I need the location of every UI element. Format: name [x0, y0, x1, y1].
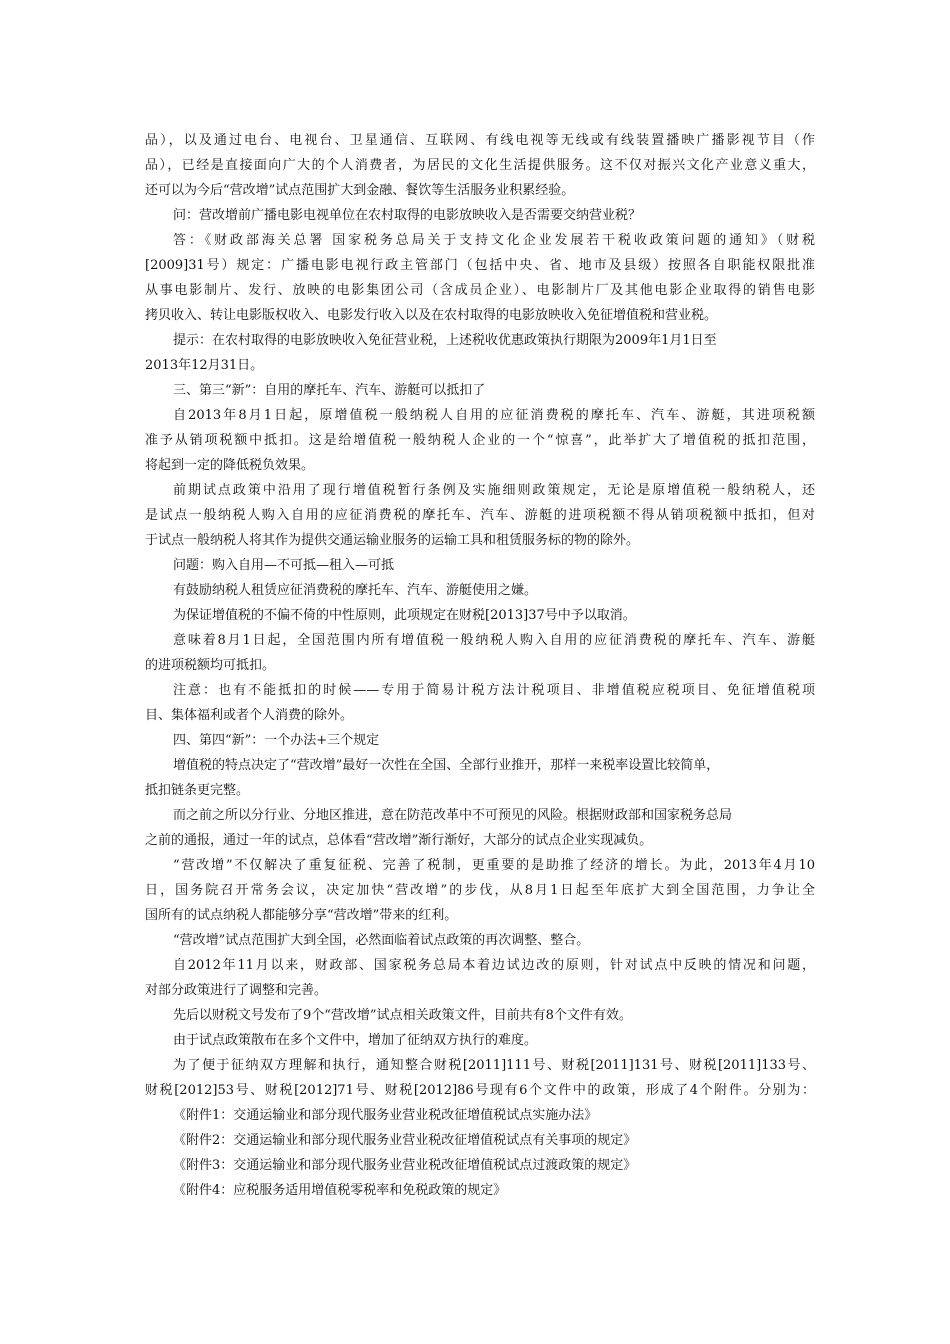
attachment-item: 《附件3：交通运输业和部分现代服务业营业税改征增值税试点过渡政策的规定》 — [173, 1158, 637, 1173]
note-line: 注意：也有不能抵扣的时候——专用于简易计税方法计税项目、非增值税应税项目、免征增值税项 — [173, 683, 815, 698]
text-line: 自2012年11月以来，财政部、国家税务总局本着边试边改的原则，针对试点中反映的情况和问题， — [173, 958, 815, 973]
text-line: 对部分政策进行了调整和完善。 — [145, 983, 328, 998]
text-line: 财税[2012]53号、财税[2012]71号、财税[2012]86号现有6个文件中的政策，形成了4个附件。分别为： — [145, 1083, 815, 1098]
text-line: 问题：购入自用—不可抵—租入—可抵 — [173, 558, 395, 573]
text-line: 目、集体福利或者个人消费的除外。 — [145, 708, 354, 723]
text-line: 而之前之所以分行业、分地区推进，意在防范改革中不可预见的风险。根据财政部和国家税务总局 — [173, 808, 733, 823]
text-line: 于试点一般纳税人将其作为提供交通运输业服务的运输工具和租赁服务标的物的除外。 — [145, 533, 640, 548]
section-heading: 四、第四“新”：一个办法+三个规定 — [173, 733, 380, 748]
text-line: 之前的通报，通过一年的试点，总体看“营改增”渐行渐好，大部分的试点企业实现减负。 — [145, 833, 653, 848]
text-line: 意味着8月1日起，全国范围内所有增值税一般纳税人购入自用的应征消费税的摩托车、汽车、游艇 — [173, 633, 815, 648]
text-line: “营改增”不仅解决了重复征税、完善了税制，更重要的是助推了经济的增长。为此，2013年4月10 — [173, 858, 815, 873]
text-line: [2009]31号）规定：广播电影电视行政主管部门（包括中央、省、地市及县级）按照各自职能权限批准 — [145, 258, 815, 273]
text-line: 增值税的特点决定了“营改增”最好一次性在全国、全部行业推开，那样一来税率设置比较简单， — [173, 758, 720, 773]
attachment-item: 《附件4：应税服务适用增值税零税率和免税政策的规定》 — [173, 1183, 507, 1198]
text-line: 将起到一定的降低税负效果。 — [145, 458, 315, 473]
text-line: 品），已经是直接面向广大的个人消费者，为居民的文化生活提供服务。这不仅对振兴文化产业意义重大， — [145, 158, 815, 173]
text-line: 品），以及通过电台、电视台、卫星通信、互联网、有线电视等无线或有线装置播映广播影视节目（作 — [145, 133, 815, 148]
attachment-item: 《附件1：交通运输业和部分现代服务业营业税改征增值税试点实施办法》 — [173, 1108, 598, 1123]
text-line: 先后以财税文号发布了9个“营改增”试点相关政策文件，目前共有8个文件有效。 — [173, 1008, 632, 1023]
question-line: 问：营改增前广播电影电视单位在农村取得的电影放映收入是否需要交纳营业税？ — [173, 208, 642, 223]
text-line: 是试点一般纳税人购入自用的应征消费税的摩托车、汽车、游艇的进项税额不得从销项税额中抵扣，但对 — [145, 508, 815, 523]
text-line: 的进项税额均可抵扣。 — [145, 658, 276, 673]
text-line: 国所有的试点纳税人都能够分享“营改增”带来的红利。 — [145, 908, 458, 923]
text-line: 抵扣链条更完整。 — [145, 783, 250, 798]
answer-line: 答：《财政部海关总署 国家税务总局关于支持文化企业发展若干税收政策问题的通知》（财税 — [173, 233, 815, 248]
attachment-item: 《附件2：交通运输业和部分现代服务业营业税改征增值税试点有关事项的规定》 — [173, 1133, 637, 1148]
text-line: 自2013年8月1日起，原增值税一般纳税人自用的应征消费税的摩托车、汽车、游艇，其进项税额 — [173, 408, 815, 423]
text-line: 准予从销项税额中抵扣。这是给增值税一般纳税人企业的一个“惊喜”，此举扩大了增值税的抵扣范围， — [145, 433, 815, 448]
document-body — [145, 128, 815, 1203]
text-line: 2013年12月31日。 — [145, 358, 264, 373]
section-heading: 三、第三“新”：自用的摩托车、汽车、游艇可以抵扣了 — [173, 383, 486, 398]
text-line: 拷贝收入、转让电影版权收入、电影发行收入以及在农村取得的电影放映收入免征增值税和营业税。 — [145, 308, 718, 323]
text-line: 前期试点政策中沿用了现行增值税暂行条例及实施细则政策规定，无论是原增值税一般纳税人，还 — [173, 483, 815, 498]
tip-line: 提示：在农村取得的电影放映收入免征营业税，上述税收优惠政策执行期限为2009年1月1日至 — [173, 333, 717, 348]
text-line: 为保证增值税的不偏不倚的中性原则，此项规定在财税[2013]37号中予以取消。 — [173, 608, 636, 623]
text-line: 有鼓励纳税人租赁应征消费税的摩托车、汽车、游艇使用之嫌。 — [173, 583, 538, 598]
text-line: 由于试点政策散布在多个文件中，增加了征纳双方执行的难度。 — [173, 1033, 538, 1048]
text-line: 还可以为今后“营改增”试点范围扩大到金融、餐饮等生活服务业积累经验。 — [145, 183, 575, 198]
text-line: 日，国务院召开常务会议，决定加快“营改增”的步伐，从8月1日起至年底扩大到全国范围，力争让全 — [145, 883, 815, 898]
text-line: 从事电影制片、发行、放映的电影集团公司（含成员企业）、电影制片厂及其他电影企业取得的销售电影 — [145, 283, 815, 298]
text-line: 为了便于征纳双方理解和执行，通知整合财税[2011]111号、财税[2011]131号、财税[2011]133号、 — [173, 1058, 815, 1073]
text-line: “营改增”试点范围扩大到全国，必然面临着试点政策的再次调整、整合。 — [173, 933, 590, 948]
